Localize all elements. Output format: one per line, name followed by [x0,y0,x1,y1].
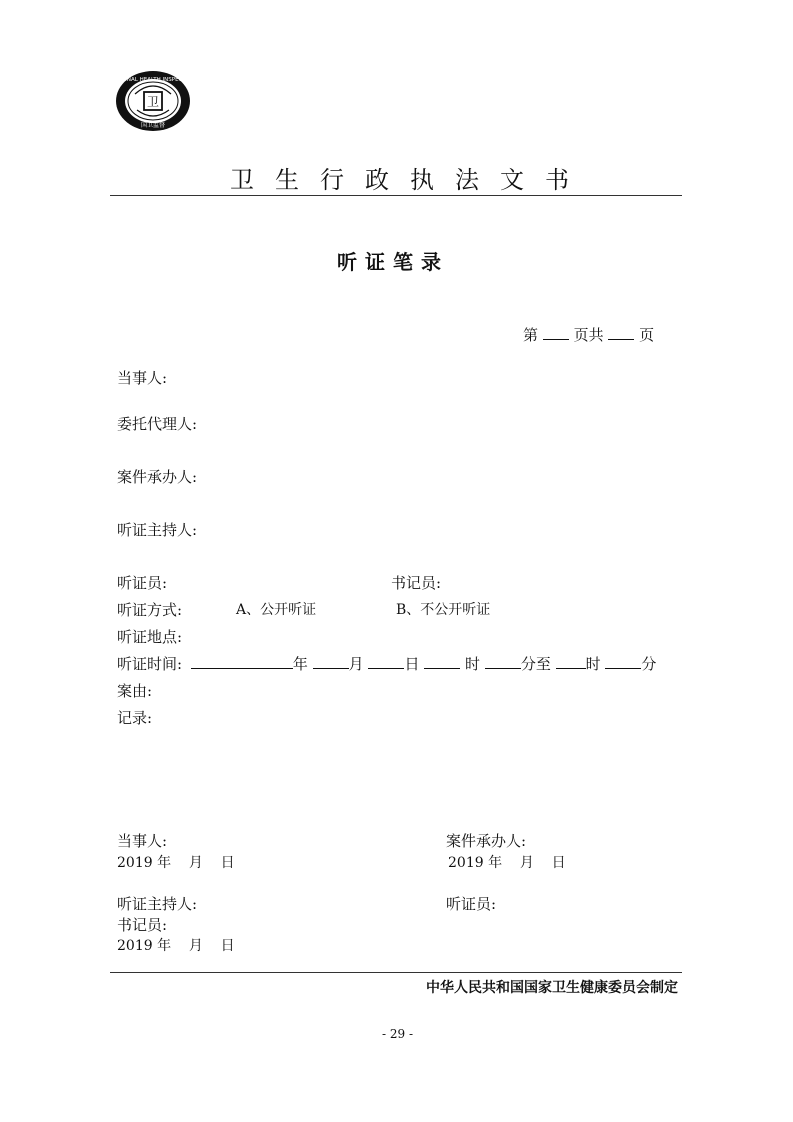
page-counter [523,324,654,345]
month-unit: 月 [348,655,364,673]
year-blank[interactable] [191,654,293,669]
hour-unit: 时 [465,655,481,673]
end-hour-blank[interactable] [556,654,586,669]
emblem-top-text: NATIONAL HEALTH INSPECTION [110,77,196,83]
page-counter-suffix: 页 [639,326,655,344]
party-label: 当事人: [117,369,168,387]
case-cause-label: 案由: [117,682,153,700]
emblem-center-glyph: 卫 [146,95,160,109]
header-divider [110,195,682,196]
month-blank[interactable] [313,654,349,669]
clerk-label: 书记员: [391,574,442,592]
emblem-bottom-text: 国卫监督 [140,122,166,129]
signature-host-label: 听证主持人: [117,895,198,913]
page-number: - 29 - [382,1027,414,1041]
host-label: 听证主持人: [117,521,198,539]
signature-handler-label: 案件承办人: [446,832,527,850]
signature-date-right: 2019 年 月 日 [448,855,566,871]
option-public-hearing[interactable]: A、公开听证 [236,602,317,618]
start-hour-blank[interactable] [424,654,460,669]
end-hour-unit: 时 [585,655,601,673]
minute-to-unit: 分至 [520,655,551,673]
end-minute-unit: 分 [641,655,657,673]
day-blank[interactable] [368,654,404,669]
issuer-text: 中华人民共和国国家卫生健康委员会制定 [426,980,678,996]
option-private-hearing[interactable]: B、不公开听证 [396,602,491,618]
page-title: 听证笔录 [337,250,449,274]
page-counter-middle: 页共 [573,326,604,344]
emblem-logo [110,70,196,132]
page-number-blank[interactable] [543,325,569,340]
handler-label: 案件承办人: [117,468,198,486]
page-total-blank[interactable] [608,325,634,340]
start-minute-blank[interactable] [485,654,521,669]
signature-party-label: 当事人: [117,832,168,850]
footer-divider [110,972,682,973]
page-counter-prefix: 第 [523,326,539,344]
hearing-time-row [117,653,656,674]
record-label: 记录: [117,709,153,727]
signature-hearing-officer-label: 听证员: [446,895,497,913]
hearing-location-label: 听证地点: [117,628,183,646]
end-minute-blank[interactable] [605,654,641,669]
day-unit: 日 [404,655,420,673]
signature-clerk-label: 书记员: [117,916,168,934]
document-type-header: 卫生行政执法文书 [230,166,590,194]
year-unit: 年 [292,655,308,673]
signature-date-bottom: 2019 年 月 日 [117,938,235,954]
signature-date-left: 2019 年 月 日 [117,855,235,871]
hearing-officer-label: 听证员: [117,574,168,592]
agent-label: 委托代理人: [117,415,198,433]
hearing-method-label: 听证方式: [117,601,183,619]
hearing-time-label: 听证时间: [117,655,183,673]
